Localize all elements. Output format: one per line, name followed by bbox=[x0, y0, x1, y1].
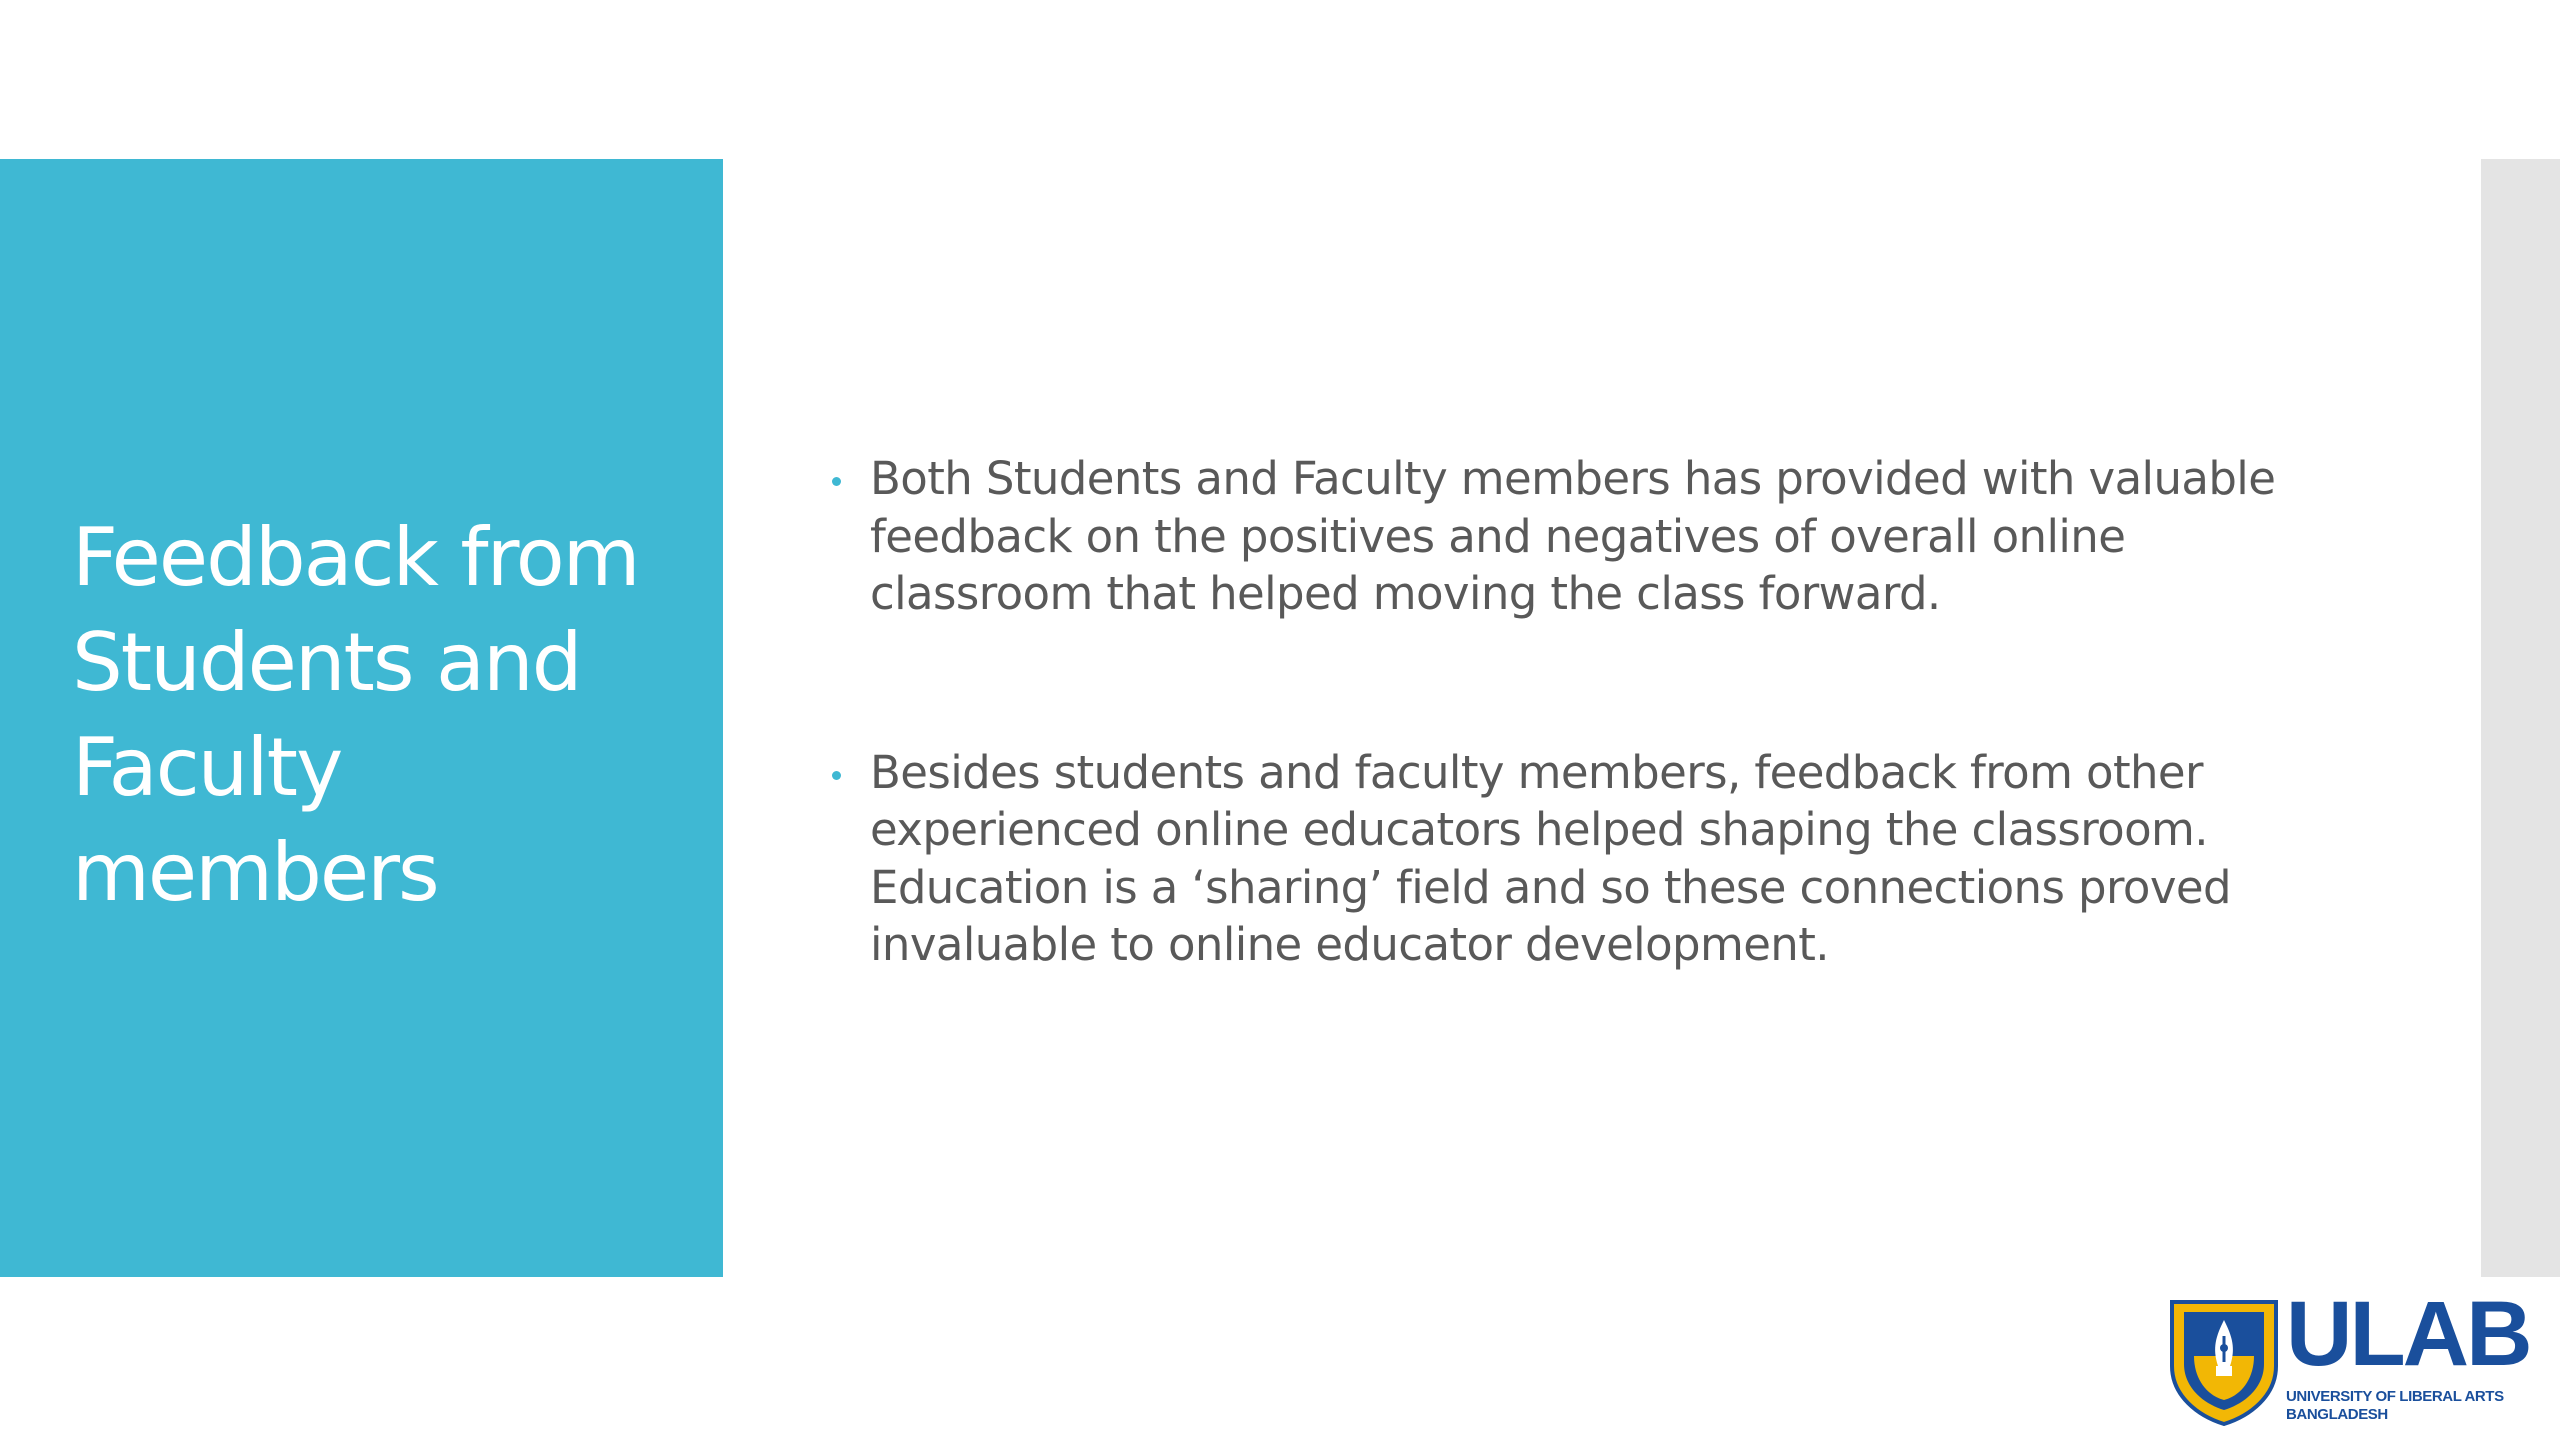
logo-subtitle-line1: UNIVERSITY OF LIBERAL ARTS bbox=[2286, 1388, 2504, 1405]
logo-subtitle-line2: BANGLADESH bbox=[2286, 1406, 2388, 1423]
right-accent-strip bbox=[2481, 159, 2560, 1277]
logo-wordmark: ULAB bbox=[2286, 1283, 2530, 1385]
bullet-item bbox=[830, 744, 2330, 974]
bullet-list bbox=[830, 450, 2330, 974]
bullet-item bbox=[830, 450, 2330, 623]
logo-subtitle bbox=[2286, 1388, 2526, 1424]
bullet-text: Besides students and faculty members, feedback from other experienced online educators helped shaping the classroom. Education is a ‘sharing’ field and so these connections proved invaluable to online educator development. bbox=[870, 745, 2231, 971]
slide-content bbox=[830, 450, 2330, 974]
pen-nib-shield-icon bbox=[2168, 1296, 2280, 1426]
slide-title: Feedback from Students and Faculty members bbox=[72, 511, 639, 919]
ulab-logo bbox=[2168, 1283, 2530, 1430]
bullet-dot-icon bbox=[832, 477, 841, 486]
bullet-text: Both Students and Faculty members has provided with valuable feedback on the positives and negatives of overall online classroom that helped moving the class forward. bbox=[870, 452, 2276, 620]
bullet-dot-icon bbox=[832, 771, 841, 780]
